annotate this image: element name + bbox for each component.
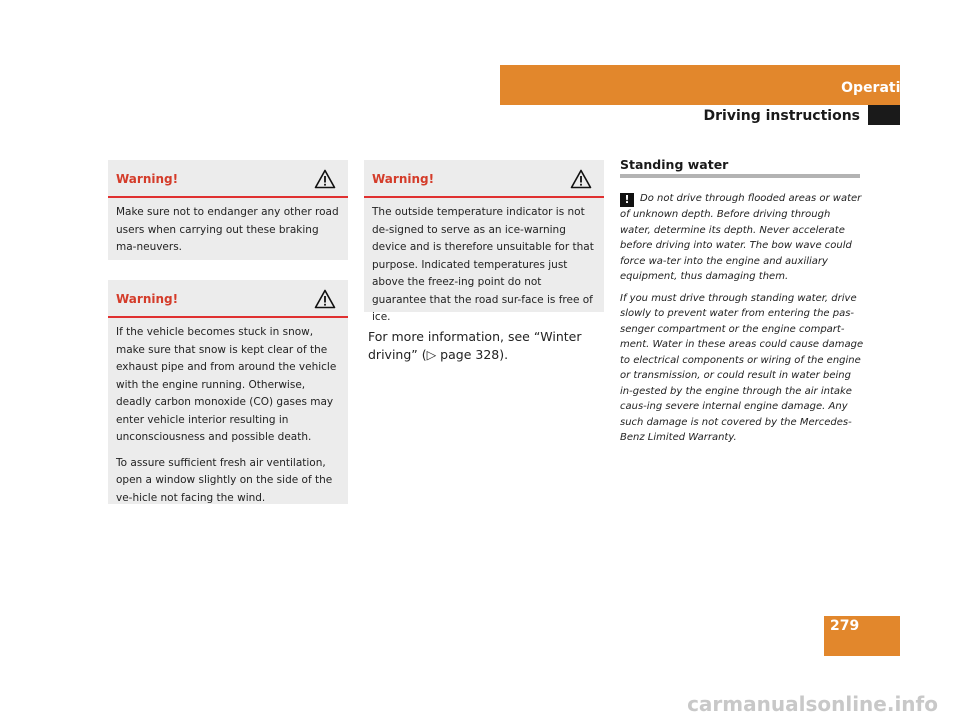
warning-header	[108, 280, 348, 318]
warning-text	[108, 318, 348, 515]
warning-title: Warning!	[372, 172, 435, 186]
warning-triangle-icon	[314, 169, 336, 189]
warning-triangle-icon	[570, 169, 592, 189]
notice-paragraph: If you must drive through standing water, drive slowly to prevent water from entering the pas-senger compartment or the engine compart-ment. Water in these areas could cause damage to electrical components or wiring of the engine or transmission, or could result in water being in-gested by the engine through the air intake caus-ing severe internal engine damage. Any such damage is not covered by the Mercedes-Benz Limited Warranty.	[620, 292, 864, 443]
watermark: carmanualsonline.info	[687, 692, 938, 716]
warning-text	[108, 198, 348, 265]
warning-paragraph: To assure sufficient fresh air ventilation, open a window slightly on the side of the ve-hicle not facing the wind.	[116, 456, 333, 504]
heading-rule	[620, 174, 860, 178]
warning-box-braking	[108, 160, 348, 260]
warning-box-temperature	[364, 160, 604, 323]
warning-paragraph: The outside temperature indicator is not de-signed to serve as an ice-warning device and is therefore unsuitable for that purpose. Indicated temperatures just above the freez-ing point do not guarantee that the road sur-face is free of ice.	[372, 206, 594, 323]
standing-water-heading: Standing water	[620, 157, 729, 172]
notice-paragraph-text: Do not drive through flooded areas or water of unknown depth. Before driving through water, determine its depth. Never accelerate before driving into water. The bow wave could force wa-ter into the engine and auxiliary equipment, thus damaging them.	[620, 193, 862, 282]
warning-paragraph: Make sure not to endanger any other road users when carrying out these braking ma-neuvers.	[116, 206, 339, 253]
page-number: 279	[830, 618, 860, 634]
warning-header	[364, 160, 604, 198]
warning-title: Warning!	[116, 172, 179, 186]
more-info-text: For more information, see “Winter driving” (▷ page 328).	[368, 329, 582, 362]
section-title: Operation	[841, 80, 920, 96]
warning-box-snow	[108, 280, 348, 504]
subsection-title: Driving instructions	[703, 108, 860, 124]
warning-title: Warning!	[116, 292, 179, 306]
warning-text	[364, 198, 604, 335]
warning-paragraph: If the vehicle becomes stuck in snow, make sure that snow is kept clear of the exhaust pipe and from around the vehicle with the engine running. Otherwise, deadly carbon monoxide (CO) gases may enter vehicle interior resulting in unconsciousness and possible death.	[116, 326, 337, 443]
standing-water-notice	[620, 191, 864, 446]
warning-triangle-icon	[314, 289, 336, 309]
warning-header	[108, 160, 348, 198]
header-marker	[868, 105, 900, 125]
notice-paragraph	[620, 191, 864, 285]
header-band	[500, 65, 900, 105]
exclamation-icon: !	[620, 193, 634, 207]
